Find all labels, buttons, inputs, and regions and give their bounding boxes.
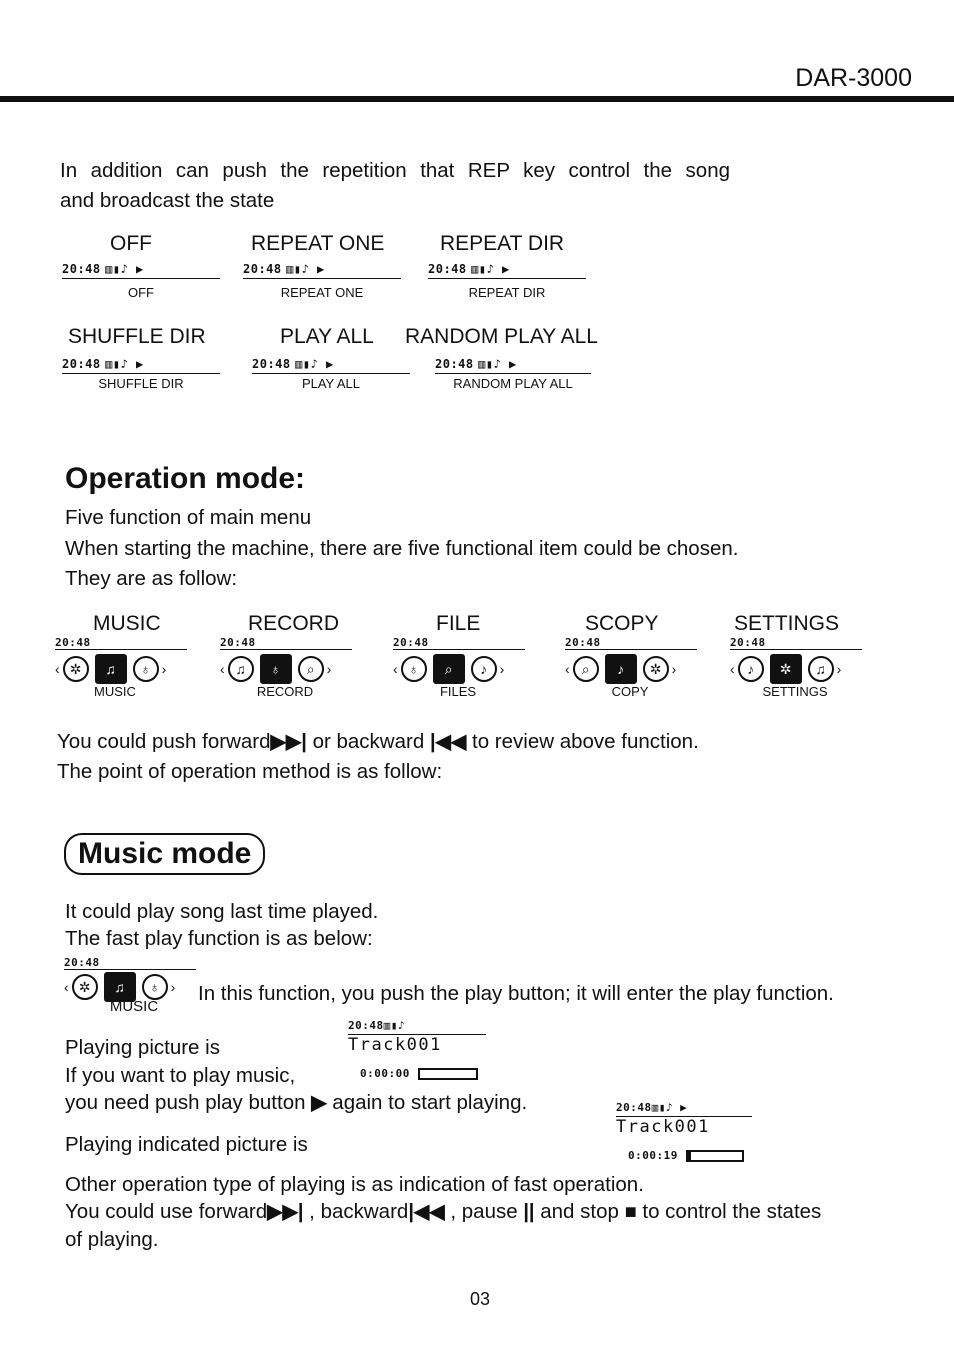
right-arrow-icon: › [499, 661, 505, 677]
controls-text: , pause [450, 1200, 518, 1223]
repeat-mode-label: REPEAT ONE [251, 232, 385, 255]
intro-line-2: and broadcast the state [60, 189, 275, 212]
screen-time: 20:48 [64, 956, 100, 969]
page-number: 03 [470, 1289, 491, 1309]
screen-time: 20:48 [62, 357, 101, 371]
controls-text: and stop [540, 1200, 619, 1223]
file-search-icon: ⌕ [573, 656, 599, 682]
right-arrow-icon: › [170, 979, 176, 995]
copy-music-icon: ♪ [738, 656, 764, 682]
push-play-text: again to start playing. [332, 1091, 528, 1114]
mp3-music-status-icon: ▥▮♪ ▶ [105, 357, 144, 371]
progress-bar [418, 1068, 478, 1080]
screen-divider [435, 373, 591, 374]
intro-line-1: In addition can push the repetition that REP key control the song [60, 159, 730, 182]
forward-icon: ▶▶| [270, 731, 307, 753]
player-screen-playing [616, 1098, 752, 1162]
music-mode-heading: Music mode [64, 833, 265, 875]
function-caption: MUSIC [109, 998, 159, 1015]
settings-gear-icon: ✲ [63, 656, 89, 682]
repeat-mode-one [243, 232, 401, 300]
controls-text: You could use forward [65, 1200, 268, 1223]
screen-time: 20:48 [348, 1019, 384, 1032]
screen-divider [565, 649, 697, 650]
music-menu-screen [64, 956, 196, 1015]
repeat-mode-caption: RANDOM PLAY ALL [453, 376, 573, 391]
screen-divider [730, 649, 862, 650]
operation-mode-heading: Operation mode: [65, 462, 306, 495]
controls-text: , backward [309, 1200, 409, 1223]
screen-divider [55, 649, 187, 650]
function-caption: RECORD [256, 684, 314, 699]
elapsed-time: 0:00:19 [628, 1149, 678, 1162]
function-label: SETTINGS [734, 612, 840, 635]
music-line-1: It could play song last time played. [65, 900, 379, 923]
file-search-icon: ⌕ [298, 656, 324, 682]
function-label: RECORD [248, 612, 340, 635]
playing-picture-text: Playing picture is [65, 1036, 220, 1059]
repeat-mode-caption: REPEAT DIR [468, 285, 546, 300]
screen-time: 20:48 [616, 1101, 652, 1114]
repeat-mode-label: REPEAT DIR [440, 232, 565, 255]
operation-line-3: They are as follow: [65, 567, 238, 590]
push-play-line [65, 1088, 527, 1118]
repeat-mode-label: SHUFFLE DIR [68, 325, 206, 348]
screen-time: 20:48 [428, 262, 467, 276]
if-play-text: If you want to play music, [65, 1064, 296, 1087]
repeat-mode-caption: PLAY ALL [301, 376, 361, 391]
repeat-mode-label: PLAY ALL [280, 325, 374, 348]
play-icon: ▶ [311, 1092, 327, 1114]
mp3-music-status-icon: ▥▮♪ ▶ [478, 357, 517, 371]
progress-bar [686, 1150, 744, 1162]
microphone-icon: ♁ [133, 656, 159, 682]
music-icon: ♫ [228, 656, 254, 682]
left-arrow-icon: ‹ [565, 661, 570, 677]
function-caption: MUSIC [94, 684, 136, 699]
track-name: Track001 [348, 1035, 442, 1055]
repeat-mode-shuffle-dir [62, 325, 220, 391]
progress-fill [688, 1152, 691, 1160]
screen-divider [220, 649, 352, 650]
operation-line-2: When starting the machine, there are five functional item could be chosen. [65, 537, 739, 560]
forward-icon: ▶▶| [267, 1201, 304, 1223]
playing-indicated-text: Playing indicated picture is [65, 1133, 308, 1156]
repeat-mode-label: OFF [110, 232, 152, 255]
screen-time: 20:48 [55, 636, 91, 649]
stop-icon: ■ [624, 1201, 637, 1223]
operation-line-1: Five function of main menu [65, 506, 312, 529]
function-caption: FILES [439, 684, 477, 699]
pause-icon: || [523, 1201, 535, 1223]
review-line-2: The point of operation method is as follow: [57, 760, 443, 783]
header-rule [0, 96, 954, 102]
left-arrow-icon: ‹ [64, 979, 69, 995]
microphone-icon: ♁ [401, 656, 427, 682]
repeat-mode-label: RANDOM PLAY ALL [405, 325, 598, 348]
function-record [220, 612, 352, 699]
mp3-music-status-icon: ▥▮♪ ▶ [295, 357, 334, 371]
controls-line [65, 1197, 821, 1227]
screen-divider [62, 278, 220, 279]
music-icon: ♫ [104, 972, 136, 1002]
repeat-mode-caption: REPEAT ONE [280, 285, 364, 300]
microphone-icon: ♁ [142, 974, 168, 1000]
track-name: Track001 [616, 1117, 710, 1137]
left-arrow-icon: ‹ [730, 661, 735, 677]
right-arrow-icon: › [671, 661, 677, 677]
function-music [55, 612, 187, 699]
function-label: SCOPY [585, 612, 659, 635]
mp3-status-icon: ▥▮♪ [383, 1019, 405, 1032]
mp3-music-status-icon: ▥▮♪ ▶ [286, 262, 325, 276]
function-caption: SETTINGS [762, 684, 828, 699]
screen-time: 20:48 [435, 357, 474, 371]
screen-time: 20:48 [565, 636, 601, 649]
screen-time: 20:48 [730, 636, 766, 649]
copy-music-icon: ♪ [471, 656, 497, 682]
controls-text: to control the states [642, 1200, 822, 1223]
review-text: to review above function. [472, 730, 699, 753]
function-label: FILE [436, 612, 481, 635]
repeat-mode-off [62, 232, 220, 300]
right-arrow-icon: › [326, 661, 332, 677]
file-search-icon: ⌕ [433, 654, 465, 684]
right-arrow-icon: › [836, 661, 842, 677]
repeat-mode-dir [428, 232, 586, 300]
left-arrow-icon: ‹ [220, 661, 225, 677]
player-screen-stopped [348, 1016, 486, 1080]
function-caption: COPY [611, 684, 649, 699]
screen-divider [393, 649, 525, 650]
repeat-mode-caption: OFF [128, 285, 154, 300]
mp3-music-status-icon: ▥▮♪ ▶ [471, 262, 510, 276]
left-arrow-icon: ‹ [393, 661, 398, 677]
function-file [393, 612, 525, 699]
backward-icon: |◀◀ [429, 731, 467, 753]
other-op-text: Other operation type of playing is as indication of fast operation. [65, 1173, 644, 1196]
repeat-mode-random-play-all [405, 325, 620, 391]
screen-divider [243, 278, 401, 279]
model-name: DAR-3000 [795, 64, 912, 92]
review-line-1 [57, 727, 699, 757]
screen-time: 20:48 [252, 357, 291, 371]
music-icon: ♫ [808, 656, 834, 682]
enter-play-text: In this function, you push the play button; it will enter the play function. [198, 982, 834, 1005]
screen-divider [428, 278, 586, 279]
repeat-mode-caption: SHUFFLE DIR [98, 376, 184, 391]
screen-time: 20:48 [62, 262, 101, 276]
settings-gear-icon: ✲ [72, 974, 98, 1000]
function-copy [565, 612, 697, 699]
screen-time: 20:48 [243, 262, 282, 276]
left-arrow-icon: ‹ [55, 661, 60, 677]
music-line-2: The fast play function is as below: [65, 927, 373, 950]
mp3-music-status-icon: ▥▮♪ ▶ [105, 262, 144, 276]
screen-divider [252, 373, 410, 374]
screen-time: 20:48 [393, 636, 429, 649]
function-label: MUSIC [93, 612, 161, 635]
elapsed-time: 0:00:00 [360, 1067, 410, 1080]
review-text: You could push forward [57, 730, 271, 753]
settings-gear-icon: ✲ [643, 656, 669, 682]
review-text: or backward [312, 730, 425, 753]
microphone-icon: ♁ [260, 654, 292, 684]
mp3-music-status-icon: ▥▮♪ ▶ [651, 1101, 688, 1114]
function-settings [730, 612, 862, 699]
screen-divider [64, 969, 196, 970]
screen-divider [62, 373, 220, 374]
screen-time: 20:48 [220, 636, 256, 649]
copy-music-icon: ♪ [605, 654, 637, 684]
repeat-mode-play-all [252, 325, 410, 391]
music-icon: ♫ [95, 654, 127, 684]
settings-gear-icon: ✲ [770, 654, 802, 684]
controls-line-2: of playing. [65, 1228, 159, 1251]
backward-icon: |◀◀ [408, 1201, 445, 1223]
push-play-text: you need push play button [65, 1091, 306, 1114]
right-arrow-icon: › [161, 661, 167, 677]
